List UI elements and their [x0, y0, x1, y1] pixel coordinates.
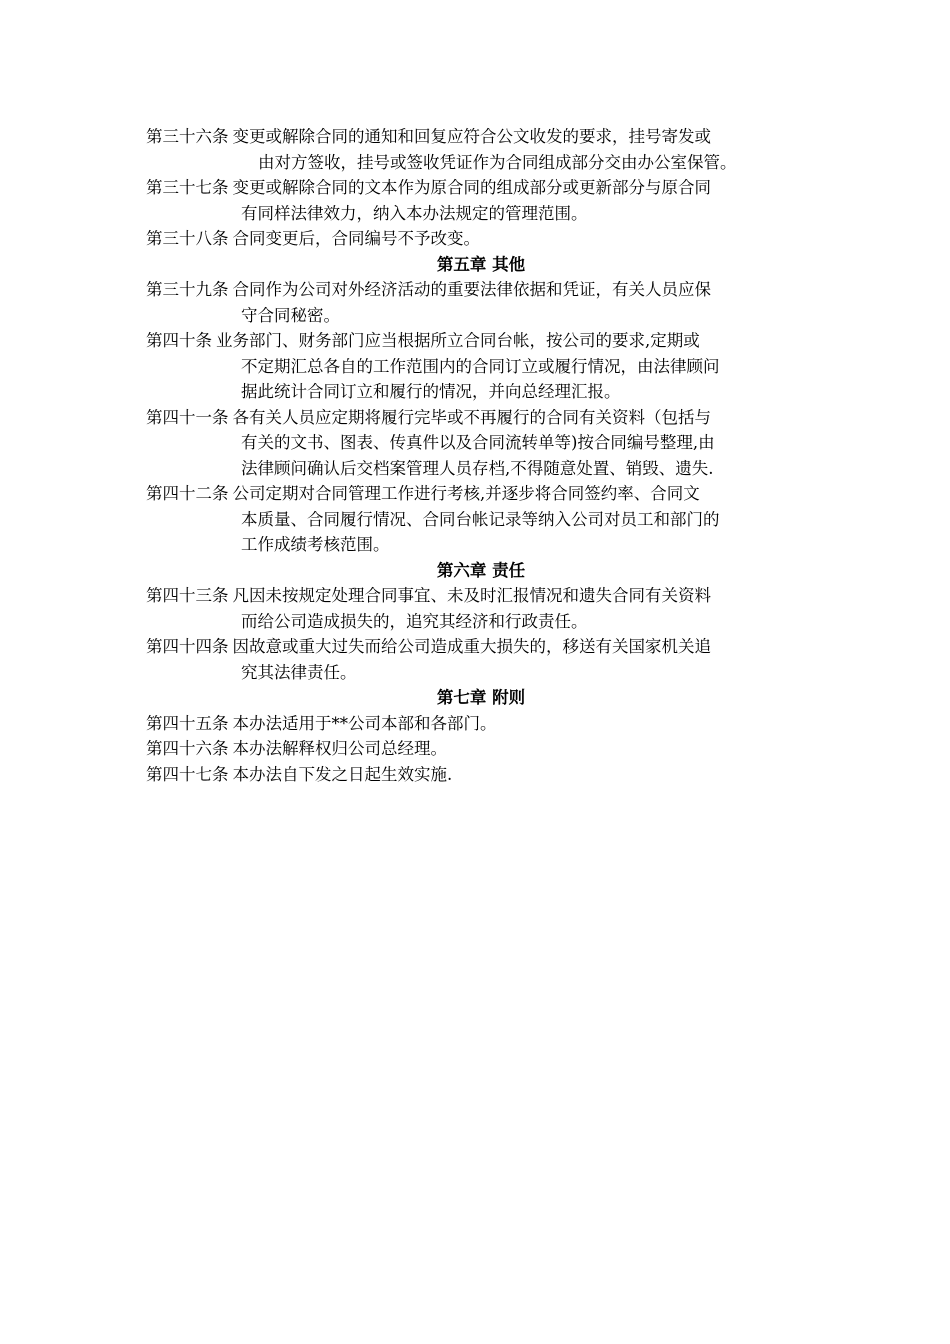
article-continuation-line: 不定期汇总各自的工作范围内的合同订立或履行情况，由法律顾问 [241, 356, 720, 376]
article-continuation-line: 有关的文书、图表、传真件以及合同流转单等)按合同编号整理,由 [241, 433, 715, 452]
article-number: 第四十六条 [146, 739, 229, 758]
article [146, 634, 816, 685]
article [146, 328, 816, 405]
article [146, 583, 816, 634]
article-text: 因故意或重大过失而给公司造成重大损失的，移送有关国家机关追 [232, 637, 711, 656]
article [146, 762, 816, 788]
article-first-line [146, 277, 816, 303]
article-number: 第四十四条 [146, 637, 229, 656]
document-body [146, 124, 816, 787]
article-continuation-line: 守合同秘密。 [241, 305, 340, 325]
article-continuation-line: 由对方签收，挂号或签收凭证作为合同组成部分交由办公室保管。 [258, 152, 737, 172]
article-text: 各有关人员应定期将履行完毕或不再履行的合同有关资料（包括与 [232, 407, 711, 427]
article-first-line [146, 175, 816, 201]
article-continuation-line: 本质量、合同履行情况、合同台帐记录等纳入公司对员工和部门的 [241, 509, 720, 529]
article-first-line [146, 405, 816, 431]
article-first-line [146, 226, 816, 252]
article-text: 本办法自下发之日起生效实施. [232, 764, 453, 784]
article-first-line [146, 124, 816, 150]
article-text: 本办法解释权归公司总经理。 [232, 739, 447, 758]
article-continuation-line: 而给公司造成损失的，追究其经济和行政责任。 [241, 611, 588, 631]
article-number: 第四十三条 [146, 586, 229, 605]
article-first-line [146, 481, 816, 507]
article-number: 第三十七条 [146, 178, 229, 197]
article [146, 405, 816, 482]
article [146, 226, 816, 252]
chapter-heading: 第七章 附则 [436, 688, 526, 707]
article-text: 合同作为公司对外经济活动的重要法律依据和凭证，有关人员应保 [232, 280, 711, 299]
chapter-heading: 第五章 其他 [436, 254, 526, 274]
article-number: 第四十一条 [146, 407, 229, 427]
article-continuation-line: 究其法律责任。 [241, 662, 357, 682]
article [146, 481, 816, 558]
article-number: 第四十七条 [146, 764, 229, 784]
article-number: 第四十五条 [146, 713, 229, 733]
article-first-line [146, 634, 816, 660]
article-first-line [146, 583, 816, 609]
article-continuation-line: 有同样法律效力，纳入本办法规定的管理范围。 [241, 203, 588, 223]
chapter-heading: 第六章 责任 [436, 560, 526, 580]
article-text: 公司定期对合同管理工作进行考核,并逐步将合同签约率、合同文 [232, 484, 700, 503]
article-text: 变更或解除合同的文本作为原合同的组成部分或更新部分与原合同 [232, 178, 711, 197]
article-text: 合同变更后，合同编号不予改变。 [232, 229, 480, 248]
article [146, 711, 816, 737]
article-first-line [146, 736, 816, 762]
article-continuation-line: 法律顾问确认后交档案管理人员存档,不得随意处置、销毁、遗失. [241, 458, 714, 478]
article-first-line [146, 711, 816, 737]
article-text: 本办法适用于**公司本部和各部门。 [232, 713, 497, 733]
article-first-line [146, 328, 816, 354]
article-continuation-line: 据此统计合同订立和履行的情况，并向总经理汇报。 [241, 382, 621, 401]
article-number: 第三十八条 [146, 229, 229, 248]
article [146, 124, 816, 175]
article-number: 第三十九条 [146, 280, 229, 299]
article-text: 凡因未按规定处理合同事宜、未及时汇报情况和遗失合同有关资料 [232, 586, 711, 605]
article [146, 736, 816, 762]
article-first-line [146, 762, 816, 788]
article [146, 175, 816, 226]
article [146, 277, 816, 328]
article-number: 第四十二条 [146, 484, 229, 503]
article-text: 业务部门、财务部门应当根据所立合同台帐，按公司的要求,定期或 [216, 331, 700, 350]
article-continuation-line: 工作成绩考核范围。 [241, 535, 390, 554]
article-number: 第四十条 [146, 331, 212, 350]
article-number: 第三十六条 [146, 127, 229, 146]
article-text: 变更或解除合同的通知和回复应符合公文收发的要求，挂号寄发或 [232, 127, 711, 146]
